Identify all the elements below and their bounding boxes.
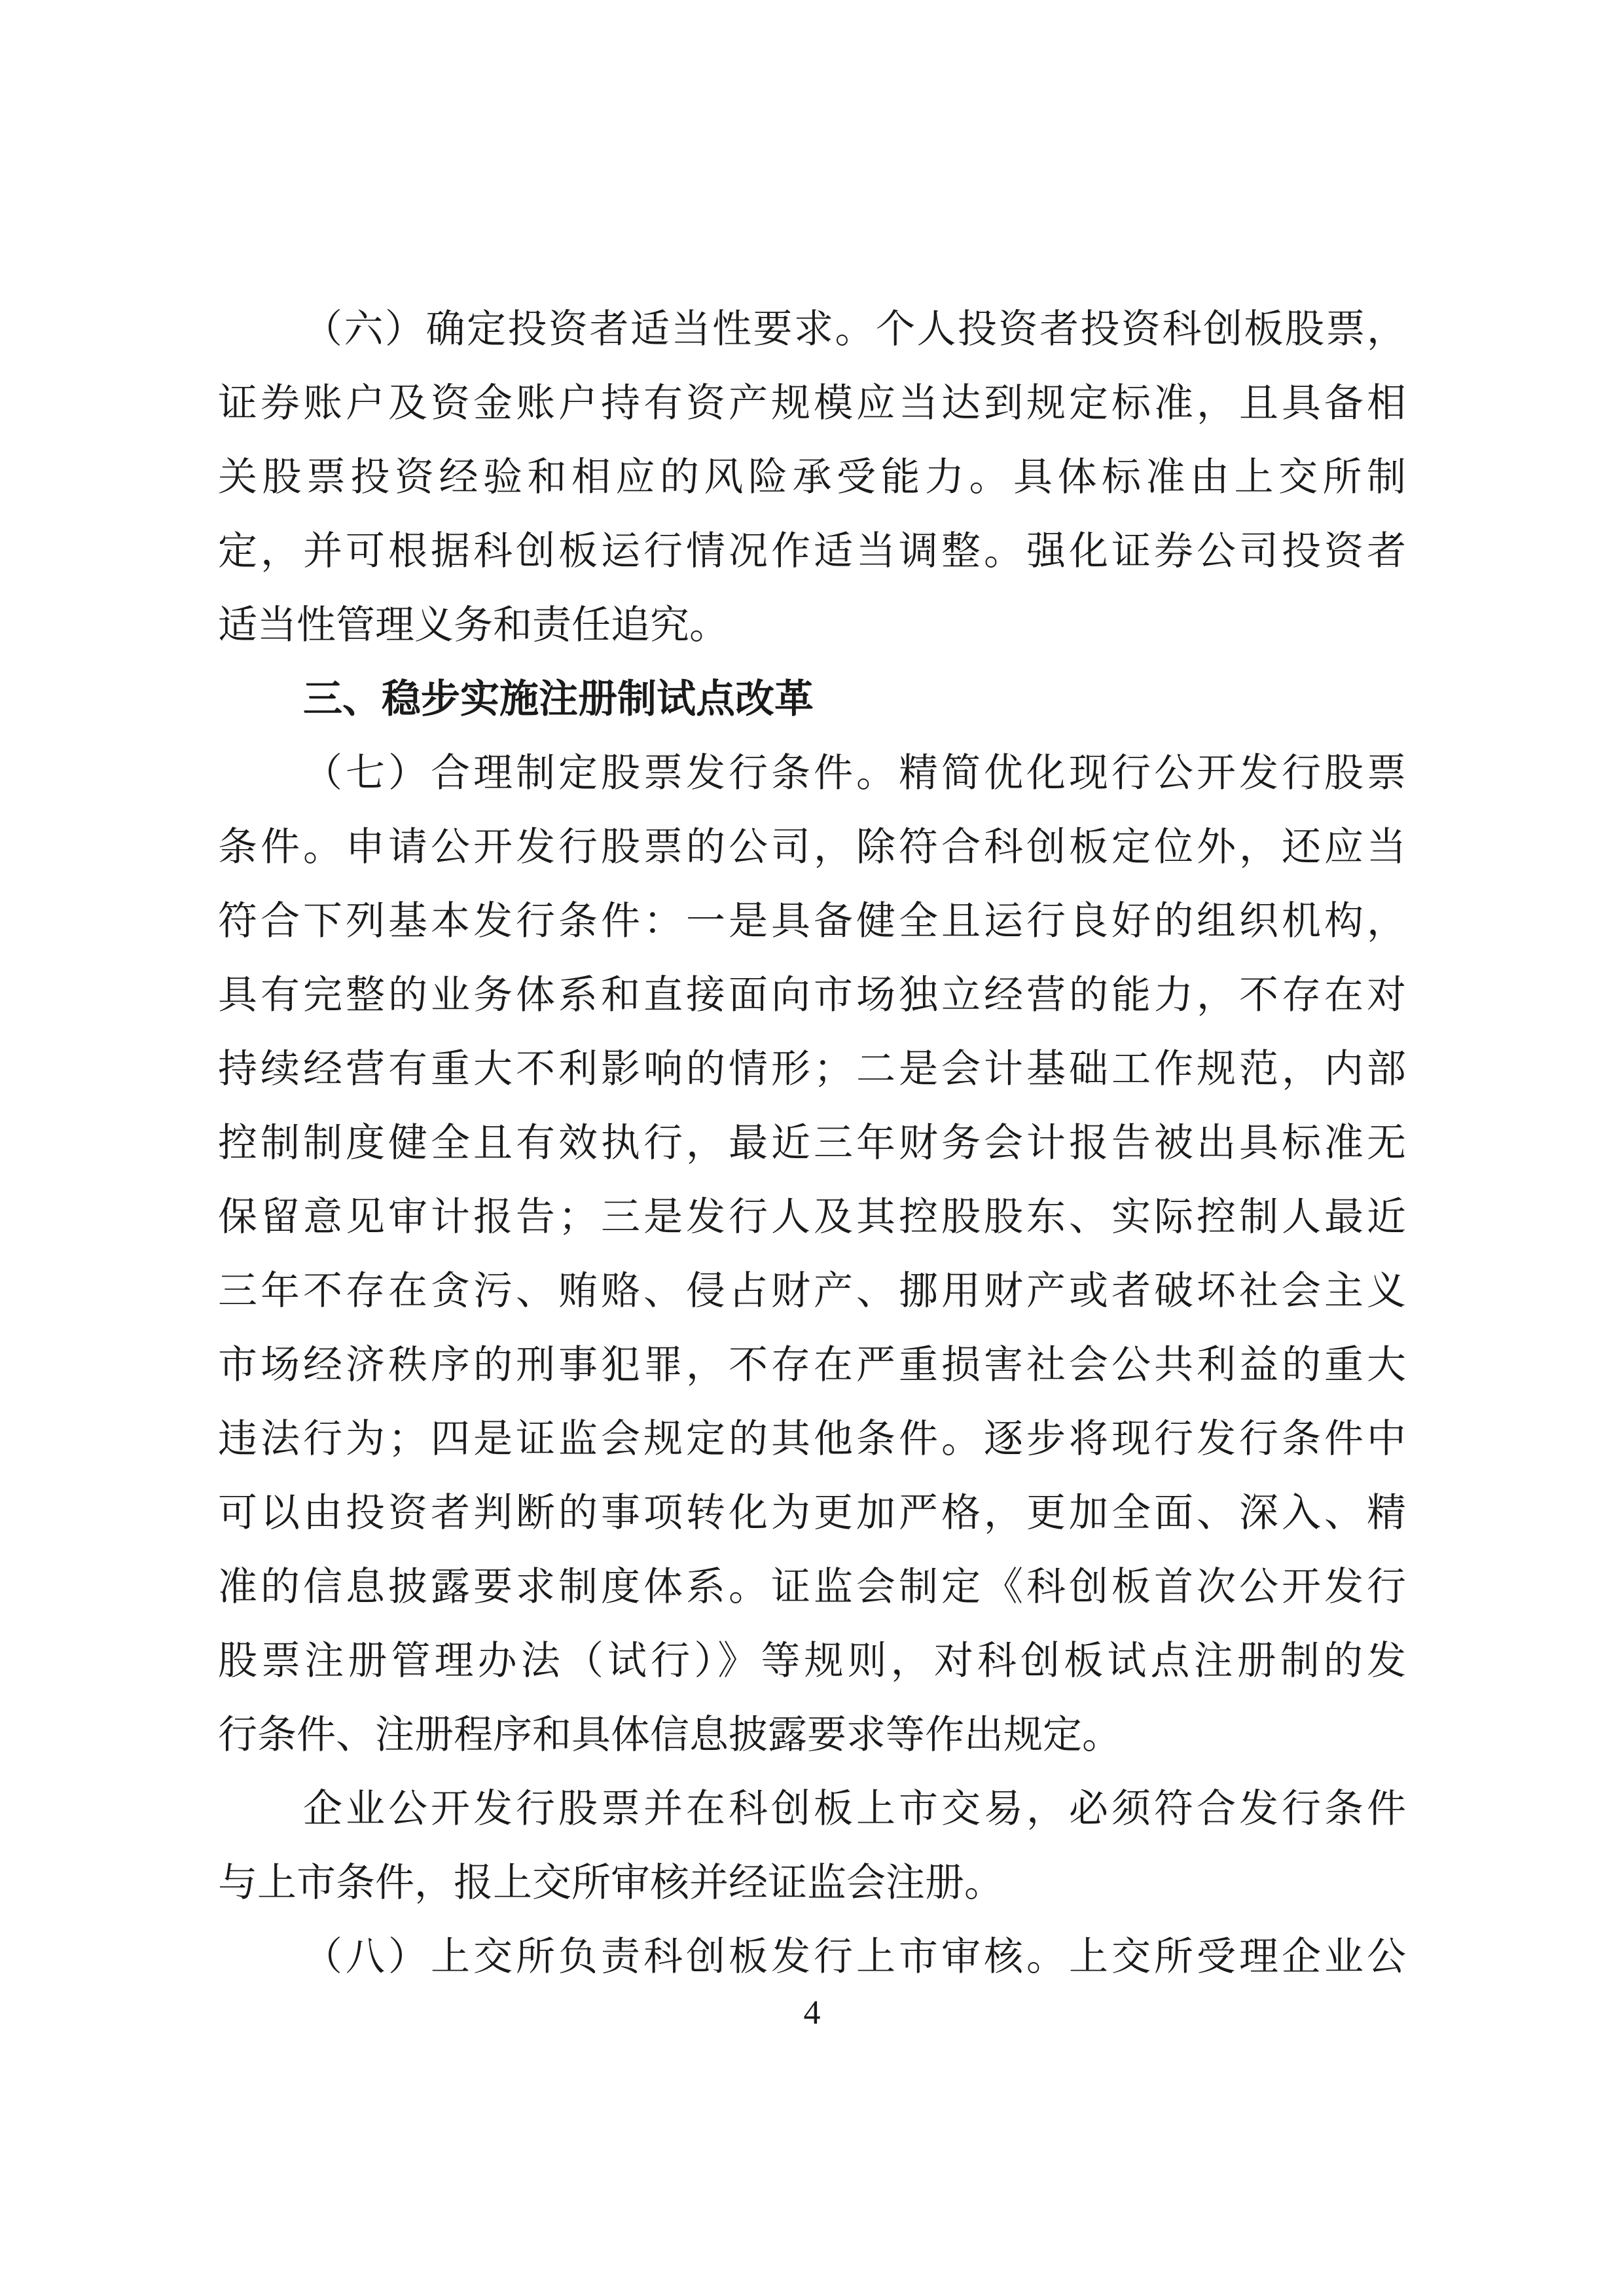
text-line: 定，并可根据科创板运行情况作适当调整。强化证券公司投资者 (218, 528, 1406, 574)
text-line: 可以由投资者判断的事项转化为更加严格，更加全面、深入、精 (218, 1490, 1406, 1536)
text-line: 企业公开发行股票并在科创板上市交易，必须符合发行条件 (303, 1786, 1406, 1832)
text-line: 控制制度健全且有效执行，最近三年财务会计报告被出具标准无 (218, 1120, 1406, 1166)
text-line: 适当性管理义务和责任追究。 (218, 602, 729, 648)
text-line: 市场经济秩序的刑事犯罪，不存在严重损害社会公共利益的重大 (218, 1342, 1406, 1388)
text-line: 关股票投资经验和相应的风险承受能力。具体标准由上交所制 (218, 454, 1406, 500)
text-line: 持续经营有重大不利影响的情形；二是会计基础工作规范，内部 (218, 1046, 1406, 1092)
text-line: 具有完整的业务体系和直接面向市场独立经营的能力，不存在对 (218, 972, 1406, 1018)
text-line: 与上市条件，报上交所审核并经证监会注册。 (218, 1860, 1003, 1906)
text-line: 证券账户及资金账户持有资产规模应当达到规定标准，且具备相 (218, 380, 1406, 426)
text-line: 股票注册管理办法（试行）》等规则，对科创板试点注册制的发 (218, 1638, 1406, 1684)
section-heading: 三、稳步实施注册制试点改革 (303, 676, 814, 722)
text-line: 行条件、注册程序和具体信息披露要求等作出规定。 (218, 1712, 1121, 1758)
text-line: 保留意见审计报告；三是发行人及其控股股东、实际控制人最近 (218, 1194, 1406, 1240)
text-line: 违法行为；四是证监会规定的其他条件。逐步将现行发行条件中 (218, 1416, 1406, 1462)
text-line: （七）合理制定股票发行条件。精简优化现行公开发行股票 (303, 750, 1406, 796)
page-number: 4 (803, 1994, 821, 2032)
text-line: 条件。申请公开发行股票的公司，除符合科创板定位外，还应当 (218, 824, 1406, 870)
text-line: （八）上交所负责科创板发行上市审核。上交所受理企业公 (303, 1934, 1406, 1980)
text-line: 准的信息披露要求制度体系。证监会制定《科创板首次公开发行 (218, 1564, 1406, 1610)
text-line: 三年不存在贪污、贿赂、侵占财产、挪用财产或者破坏社会主义 (218, 1268, 1406, 1314)
text-line: （六）确定投资者适当性要求。个人投资者投资科创板股票， (303, 306, 1406, 352)
text-line: 符合下列基本发行条件：一是具备健全且运行良好的组织机构， (218, 898, 1406, 944)
